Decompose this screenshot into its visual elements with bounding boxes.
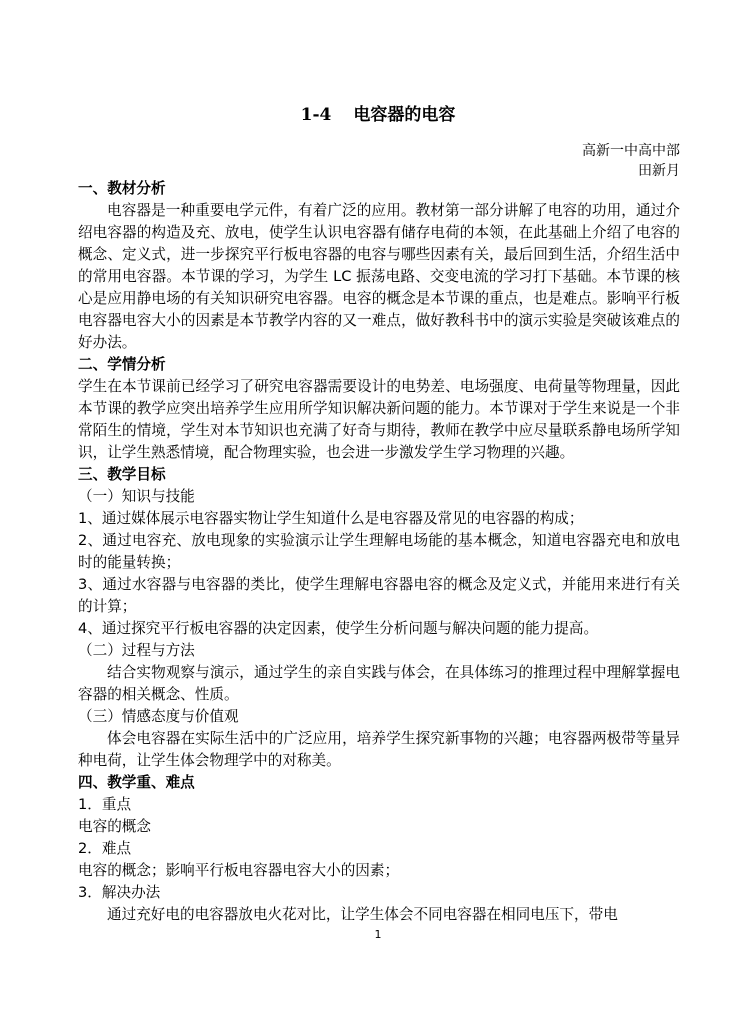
paragraph: 电容器是一种重要电学元件，有着广泛的应用。教材第一部分讲解了电容的功用，通过介绍电容器的构造及充、放电，使学生认识电容器有储存电荷的本领，在此基础上介绍了电容的概念、定义式，进一步探究平行板电容器的电容与哪些因素有关，最后回到生活，介绍生活中的常用电容器。本节课的学习，为学生 LC 振荡电路、交变电流的学习打下基础。本节课的核心是应用静电场的有关知识研究电容器。电容的概念是本节课的重点，也是难点。影响平行板电容器电容大小的因素是本节教学内容的又一难点，做好教科书中的演示实验是突破该难点的好办法。 — [78, 202, 680, 351]
author-name: 田新月 — [638, 163, 680, 179]
section-heading: 一、教材分析 — [78, 180, 166, 197]
list-item: 3、通过水容器与电容器的类比，使学生理解电容器电容的概念及定义式，并能用来进行有关的计算； — [78, 576, 680, 615]
title-number: 1-4 — [300, 105, 332, 125]
subsection-heading: （二）过程与方法 — [78, 642, 195, 659]
point-label: 3．解决办法 — [78, 884, 161, 901]
subsection-heading: （一）知识与技能 — [78, 488, 195, 505]
paragraph: 体会电容器在实际生活中的广泛应用，培养学生探究新事物的兴趣；电容器两极带等量异种电荷，让学生体会物理学中的对称美。 — [78, 730, 680, 769]
list-item: 2、通过电容充、放电现象的实验演示让学生理解电场能的基本概念，知道电容器充电和放电时的能量转换； — [78, 532, 680, 571]
title-text: 电容器的电容 — [353, 105, 456, 125]
subsection-heading: （三）情感态度与价值观 — [78, 708, 239, 725]
paragraph: 结合实物观察与演示，通过学生的亲自实践与体会，在具体练习的推理过程中理解掌握电容器的相关概念、性质。 — [78, 664, 680, 703]
list-item: 1、通过媒体展示电容器实物让学生知道什么是电容器及常见的电容器的构成； — [78, 510, 584, 527]
page-number: 1 — [374, 928, 382, 941]
point-label: 2．难点 — [78, 840, 132, 857]
point-label: 1．重点 — [78, 796, 132, 813]
paragraph: 学生在本节课前已经学习了研究电容器需要设计的电势差、电场强度、电荷量等物理量，因此本节课的教学应突出培养学生应用所学知识解决新问题的能力。本节课对于学生来说是一个非常陌生的情境，学生对本节知识也充满了好奇与期待，教师在教学中应尽量联系静电场所学知识，让学生熟悉情境，配合物理实验，也会进一步激发学生学习物理的兴趣。 — [78, 378, 680, 461]
document-body — [78, 178, 680, 926]
section-heading: 二、学情分析 — [78, 356, 166, 373]
section-heading: 四、教学重、难点 — [78, 774, 195, 791]
list-item: 4、通过探究平行板电容器的决定因素，使学生分析问题与解决问题的能力提高。 — [78, 620, 599, 637]
section-heading: 三、教学目标 — [78, 466, 166, 483]
school-name: 高新一中高中部 — [582, 143, 680, 159]
paragraph: 通过充好电的电容器放电火花对比，让学生体会不同电容器在相同电压下，带电 — [107, 906, 618, 923]
paragraph: 电容的概念；影响平行板电容器电容大小的因素； — [78, 862, 400, 879]
paragraph: 电容的概念 — [78, 818, 151, 835]
document-title — [0, 100, 756, 125]
